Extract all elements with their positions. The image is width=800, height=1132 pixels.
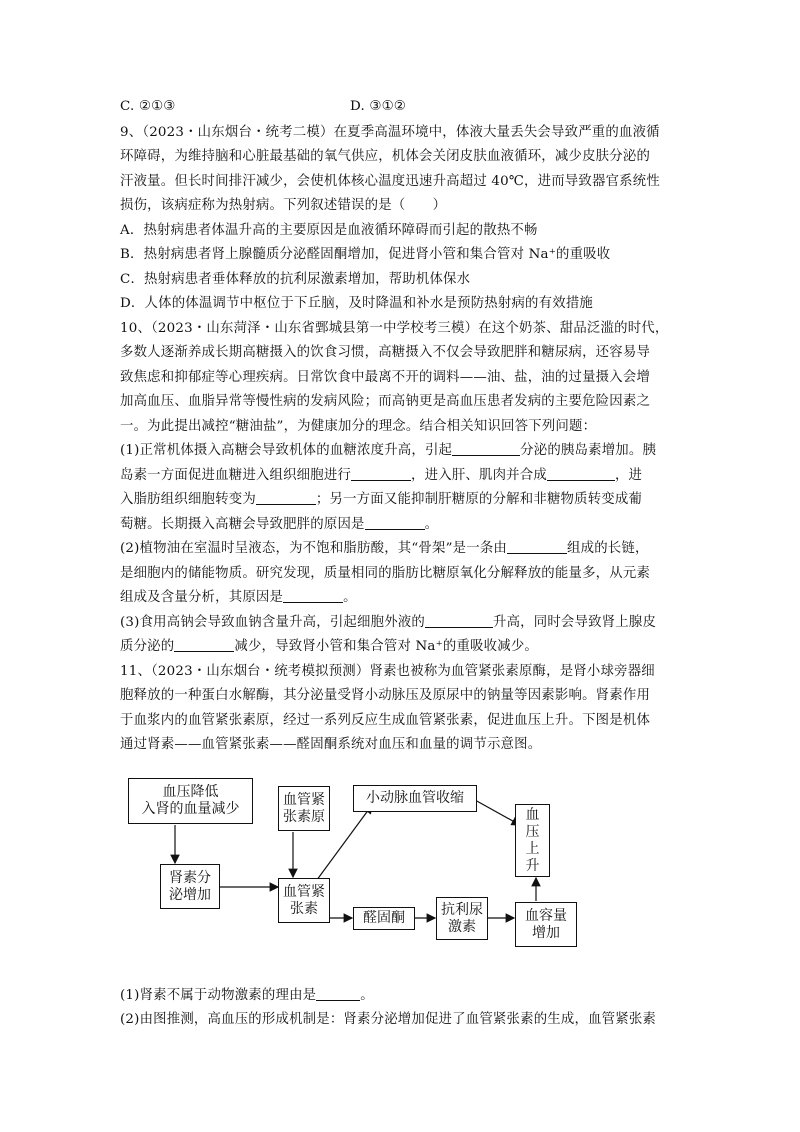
q9-option-a: A．热射病患者体温升高的主要原因是血液循环障碍而引起的散热不畅 [120,223,538,238]
answer-blank[interactable] [283,588,343,603]
q10-2-line-3 [120,588,700,608]
q10-2-line-2: 是细胞内的储能物质。研究发现，质量相同的脂肪比糖原氧化分解释放的能量多，从元素 [120,566,651,581]
box-blood-volume-increase [515,902,577,947]
text: (1)肾素不属于动物激素的理由是 [120,988,317,1003]
box-text: 张素 [290,900,318,917]
box-text: 小动脉血管收缩 [366,790,464,806]
text: 。 [360,988,374,1003]
box-text: 血管紧 [283,883,325,900]
q11-line-1: 11、（2023・山东烟台・统考模拟预测）肾素也被称为血管紧张素原酶，是肾小球旁器细 [120,664,655,679]
box-text: 抗利尿 [441,901,483,918]
q10-line-3: 致焦虑和抑郁症等心理疾病。日常饮食中最离不开的调料——油、盐，油的过量摄入会增 [120,370,651,385]
box-renin-secretion [160,864,220,909]
q9-line-2: 环障碍，为维持脑和心脏最基础的氧气供应，机体会关闭皮肤血液循环，减少皮肤分泌的 [120,149,651,164]
box-text: 泌增加 [169,886,211,903]
q11-1 [120,986,700,1006]
q10-3-line-2 [120,637,700,657]
box-text: 激素 [448,918,476,935]
box-text: 肾素分 [169,869,211,886]
box-text: 血 [525,806,540,823]
q10-3-line-1 [120,613,700,633]
box-angiotensin [278,878,330,923]
box-text: 增加 [532,924,560,941]
text: 入脂肪组织细胞转变为 [120,492,256,507]
box-text: 张素原 [283,808,325,825]
q10-1-line-2 [120,466,700,486]
options-row [120,97,700,117]
box-blood-pressure-rise [515,804,550,877]
q11-line-2: 胞释放的一种蛋白水解酶，其分泌量受肾小动脉压及原尿中的钠量等因素影响。肾素作用 [120,688,651,703]
answer-blank[interactable] [452,441,520,456]
text: 。 [343,590,357,605]
q9-line-1: 9、（2023・山东烟台・统考二模）在夏季高温环境中，体液大量丢失会导致严重的血液循 [120,125,660,140]
box-blood-pressure-low [128,778,253,824]
box-text: 入肾的血量减少 [141,801,240,817]
text: ，进 [614,468,643,483]
box-arteriole-constriction [353,785,477,812]
option-d: D. ③①② [350,99,406,114]
renin-angiotensin-diagram [120,770,590,970]
q10-1-line-1 [120,441,700,461]
text: 减少，导致肾小管和集合管对 Na⁺的重吸收减少。 [234,639,539,654]
box-text: 血容量 [525,907,567,924]
q11-line-3: 于血浆内的血管紧张素原，经过一系列反应生成血管紧张素，促进血压上升。下图是机体 [120,713,651,728]
text: (3)食用高钠会导致血钠含量升高，引起细胞外液的 [120,615,425,630]
box-text: 血管紧 [283,791,325,808]
box-text: 血压降低 [162,784,219,800]
text: (2)植物油在室温时呈液态，为不饱和脂肪酸，其“骨架”是一条由 [120,541,508,556]
text: ；另一方面又能抑制肝糖原的分解和非糖物质转变成葡 [315,492,643,507]
text: 分泌的胰岛素增加。胰 [520,443,657,458]
text: ，进入肝、肌肉并合成 [411,468,547,483]
q11-line-4: 通过肾素——血管紧张素——醛固酮系统对血压和血量的调节示意图。 [120,737,542,752]
box-text: 压 [525,823,540,840]
q9-line-4: 损伤，该病症称为热射病。下列叙述错误的是（ ） [120,198,447,213]
arrow-vasoconstriction-to-bp-rise [475,800,520,825]
text: 组成及含量分析，其原因是 [120,590,284,605]
text: (1)正常机体摄入高糖会导致机体的血糖浓度升高，引起 [120,443,453,458]
answer-blank[interactable] [316,986,360,1001]
q9-option-d: D．人体的体温调节中枢位于下丘脑，及时降温和补水是预防热射病的有效措施 [120,296,594,311]
box-angiotensinogen [278,786,330,831]
q9-option-b: B．热射病患者肾上腺髓质分泌醛固酮增加，促进肾小管和集合管对 Na⁺的重吸收 [120,247,611,262]
text: 。 [424,517,439,532]
text: 组成的长链， [567,541,649,556]
q10-2-line-1 [120,539,700,559]
q10-line-5: 一。为此提出减控“糖油盐”，为健康加分的理念。结合相关知识回答下列问题： [120,419,597,434]
text: 升高，同时会导致肾上腺皮 [492,615,657,630]
option-c: C. ②①③ [120,99,176,114]
answer-blank[interactable] [425,613,493,628]
q11-2: (2)由图推测，高血压的形成机制是：肾素分泌增加促进了血管紧张素的生成，血管紧张素 [120,1012,657,1027]
answer-blank[interactable] [547,466,615,481]
box-antidiuretic-hormone [436,897,488,940]
q10-line-2: 多数人逐渐养成长期高糖摄入的饮食习惯，高糖摄入不仅会导致肥胖和糖尿病，还容易导 [120,345,651,360]
answer-blank[interactable] [365,515,425,530]
answer-blank[interactable] [507,539,567,554]
answer-blank[interactable] [174,637,234,652]
q9-option-c: C．热射病患者垂体释放的抗利尿激素增加，帮助机体保水 [120,272,471,287]
text: 萄糖。长期摄入高糖会导致肥胖的原因是 [120,517,365,532]
q10-1-line-4 [120,515,700,535]
text: 质分泌的 [120,639,175,654]
q9-line-3: 汗液量。但长时间排汗减少，会使机体核心温度迅速升高超过 40℃，进而导致器官系统性 [120,174,660,189]
answer-blank[interactable] [256,490,316,505]
box-text: 醛固酮 [363,910,405,926]
box-aldosterone [353,907,415,930]
q10-line-1: 10、（2023・山东菏泽・山东省鄄城县第一中学校考三模）在这个奶茶、甜品泛滥的时代， [120,321,669,336]
q10-1-line-3 [120,490,700,510]
answer-blank[interactable] [351,466,411,481]
box-text: 升 [525,857,540,874]
text: 岛素一方面促进血糖进入组织细胞进行 [120,468,352,483]
box-text: 上 [525,840,540,857]
q10-line-4: 加高血压、血脂异常等慢性病的发病风险；而高钠更是高血压患者发病的主要危险因素之 [120,394,651,409]
